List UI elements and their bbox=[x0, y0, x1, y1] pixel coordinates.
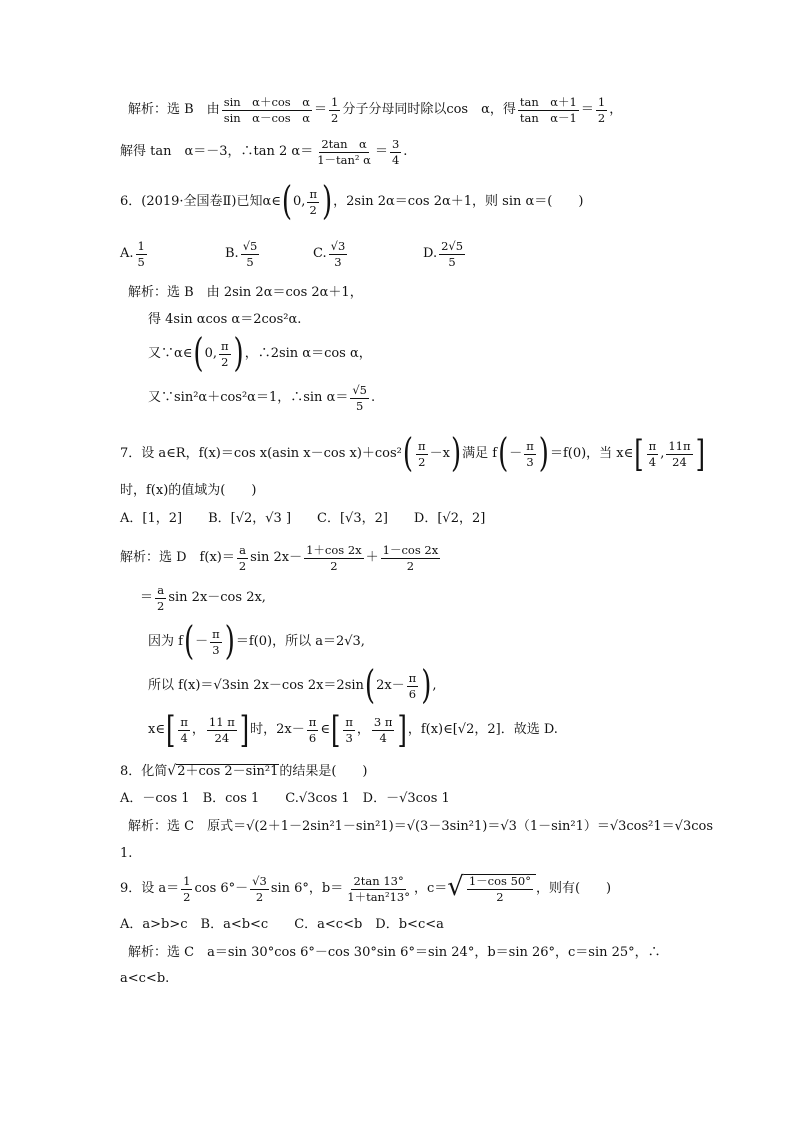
numerator: π bbox=[308, 715, 317, 729]
text: 满足 f bbox=[462, 445, 498, 461]
text: ，∴2sin α＝cos α， bbox=[244, 345, 372, 361]
text: 2x－ bbox=[376, 677, 405, 693]
text: 又∵α∈ bbox=[148, 345, 193, 361]
text: ∈ bbox=[320, 721, 330, 737]
numerator: a bbox=[239, 543, 246, 557]
denominator: 4 bbox=[391, 152, 400, 167]
text: cos 6°－ bbox=[194, 881, 249, 897]
q7-solution-line-2 bbox=[140, 584, 266, 612]
left-paren: ( bbox=[364, 663, 376, 709]
q6-solution-line-3 bbox=[148, 331, 372, 377]
text: 解析：选 B 由 2sin 2α＝cos 2α＋1， bbox=[128, 285, 363, 300]
numerator: π bbox=[309, 187, 317, 201]
fraction bbox=[241, 240, 260, 268]
radical bbox=[447, 874, 536, 904]
numerator: π bbox=[648, 439, 657, 453]
denominator: 2 bbox=[255, 889, 264, 904]
fraction bbox=[381, 544, 441, 572]
text: ＝ bbox=[313, 101, 327, 117]
denominator: sin α－cos α bbox=[223, 110, 310, 125]
fraction bbox=[219, 340, 231, 368]
q7-solution-line-1 bbox=[120, 544, 442, 572]
denominator: 2 bbox=[330, 558, 338, 573]
fraction bbox=[181, 875, 192, 903]
q6-stem bbox=[120, 179, 584, 225]
left-paren: ( bbox=[498, 431, 509, 477]
left-bracket: [ bbox=[634, 433, 644, 476]
denominator: 5 bbox=[246, 254, 254, 269]
text: ，f(x)∈[√2，2]．故选 D. bbox=[407, 721, 558, 737]
q7-stem-line-2 bbox=[120, 484, 256, 498]
denominator: 2 bbox=[183, 889, 191, 904]
text: 解得 tan α＝－3，∴tan 2 α＝ bbox=[120, 143, 314, 159]
text: ， bbox=[191, 721, 205, 737]
q5-solution-line-1 bbox=[128, 96, 622, 124]
numerator: 2√5 bbox=[441, 239, 464, 253]
denominator: 3 bbox=[345, 730, 353, 745]
denominator: 3 bbox=[334, 254, 342, 269]
denominator: 2 bbox=[597, 110, 606, 125]
denominator: 2 bbox=[406, 558, 415, 573]
q8-solution-line-2 bbox=[120, 847, 132, 861]
fraction bbox=[343, 716, 355, 744]
right-paren: ) bbox=[224, 619, 235, 665]
right-bracket: ] bbox=[239, 709, 250, 752]
text: . bbox=[371, 389, 376, 405]
numerator: π bbox=[418, 439, 426, 453]
text: x∈ bbox=[148, 721, 165, 737]
denominator: 2 bbox=[309, 202, 317, 217]
numerator: 1＋cos 2x bbox=[306, 543, 362, 557]
numerator: 1－cos 2x bbox=[382, 543, 439, 557]
denominator: 24 bbox=[214, 730, 230, 745]
q9-options bbox=[120, 918, 444, 932]
denominator: tan α－1 bbox=[519, 110, 577, 125]
denominator: 2 bbox=[496, 890, 504, 905]
denominator: 2 bbox=[157, 598, 165, 613]
text: ＝ bbox=[140, 589, 154, 605]
text: －x bbox=[429, 445, 450, 461]
text: sin 6°，b＝ bbox=[270, 881, 344, 897]
numerator: 2tan 13° bbox=[353, 874, 404, 889]
text: 时，f(x)的值域为( ) bbox=[120, 483, 257, 498]
numerator: 1 bbox=[331, 95, 339, 109]
left-paren: ( bbox=[183, 619, 195, 665]
text: 因为 f bbox=[148, 633, 183, 649]
q7-solution-line-4 bbox=[148, 663, 437, 709]
numerator: π bbox=[526, 439, 534, 453]
text: 所以 f(x)＝√3sin 2x－cos 2x＝2sin bbox=[148, 677, 364, 693]
text: 9．设 a＝ bbox=[120, 881, 180, 897]
radical-sign: √ bbox=[167, 763, 177, 779]
text: 0, bbox=[204, 345, 217, 361]
text: A．－cos 1 B．cos 1 C.√3cos 1 D．－√3cos 1 bbox=[120, 791, 450, 806]
fraction bbox=[439, 240, 465, 268]
radicand: 2＋cos 2－sin²1 bbox=[177, 764, 279, 779]
text: ，则有( ) bbox=[535, 881, 612, 897]
text: ，c＝ bbox=[413, 881, 448, 897]
text: 解析：选 C 原式＝√(2＋1－2sin²1－sin²1)＝√(3－3sin²1)＝√3（1－sin²1）＝√3cos²1＝√3cos bbox=[128, 819, 714, 834]
numerator: 1 bbox=[183, 874, 191, 889]
radicand bbox=[464, 874, 536, 904]
text: 的结果是( ) bbox=[279, 763, 368, 779]
right-paren: ) bbox=[421, 663, 432, 709]
q9-solution-line-2 bbox=[120, 972, 169, 986]
fraction bbox=[647, 440, 659, 468]
text: 6．(2019·全国卷Ⅱ)已知α∈ bbox=[120, 193, 281, 209]
text: 解析：选 B 由 bbox=[128, 101, 220, 117]
text: 时，2x－ bbox=[250, 721, 305, 737]
numerator: a bbox=[157, 583, 165, 597]
text: , bbox=[432, 677, 437, 693]
q7-stem bbox=[120, 431, 706, 477]
denominator: 1－tan² α bbox=[317, 152, 371, 167]
denominator: 4 bbox=[379, 730, 387, 745]
numerator: π bbox=[220, 339, 229, 353]
q7-options bbox=[120, 512, 485, 526]
fraction bbox=[518, 96, 579, 124]
text: － bbox=[195, 633, 209, 649]
denominator: 4 bbox=[180, 730, 188, 745]
fraction bbox=[250, 875, 269, 903]
text: ＝ bbox=[580, 101, 594, 117]
numerator: 11 π bbox=[208, 715, 235, 729]
fraction bbox=[350, 384, 369, 412]
q8-solution-line-1 bbox=[128, 820, 713, 834]
numerator: 3 bbox=[391, 137, 400, 151]
fraction bbox=[596, 96, 607, 124]
right-bracket: ] bbox=[397, 709, 407, 752]
denominator: 2 bbox=[331, 110, 339, 125]
text: 8．化简 bbox=[120, 763, 168, 779]
denominator: 3 bbox=[212, 642, 220, 657]
left-paren: ( bbox=[402, 431, 414, 477]
numerator: 3 π bbox=[373, 715, 393, 729]
numerator: π bbox=[408, 671, 417, 685]
radical bbox=[167, 764, 279, 780]
left-paren: ( bbox=[193, 331, 204, 377]
q7-solution-line-5 bbox=[148, 709, 558, 752]
fraction bbox=[307, 188, 319, 216]
text: ， bbox=[609, 101, 623, 117]
fraction bbox=[524, 440, 536, 468]
text: ＝ bbox=[374, 143, 388, 159]
fraction bbox=[237, 544, 248, 572]
text: 1. bbox=[120, 846, 133, 861]
option-label: A. bbox=[120, 245, 134, 261]
right-paren: ) bbox=[538, 431, 549, 477]
fraction bbox=[390, 138, 401, 166]
denominator: 5 bbox=[448, 254, 456, 269]
numerator: 2tan α bbox=[321, 137, 367, 151]
fraction bbox=[304, 544, 364, 572]
fraction bbox=[416, 440, 428, 468]
numerator: √3 bbox=[330, 239, 346, 253]
text: ＋ bbox=[365, 549, 379, 565]
numerator: 11π bbox=[668, 439, 691, 453]
fraction bbox=[329, 240, 348, 268]
left-bracket: [ bbox=[165, 709, 176, 752]
text: － bbox=[509, 445, 523, 461]
left-bracket: [ bbox=[330, 709, 341, 752]
text: 解析：选 C a＝sin 30°cos 6°－cos 30°sin 6°＝sin 24°，b＝sin 26°，c＝sin 25°，∴ bbox=[128, 945, 661, 960]
fraction bbox=[178, 716, 190, 744]
text: ＝f(0)，当 x∈ bbox=[549, 445, 634, 461]
q6-solution-line-2 bbox=[148, 313, 301, 327]
text: A．[1，2] B．[√2，√3 ] C．[√3，2] D．[√2，2] bbox=[120, 511, 486, 526]
option-label: C. bbox=[313, 245, 327, 261]
radical-sign: √ bbox=[447, 872, 464, 902]
fraction bbox=[155, 584, 166, 612]
right-paren: ) bbox=[322, 179, 333, 225]
denominator: 6 bbox=[308, 730, 317, 745]
text: . bbox=[403, 143, 408, 159]
numerator: 1 bbox=[597, 95, 606, 109]
denominator: 2 bbox=[418, 454, 426, 469]
numerator: π bbox=[212, 627, 220, 641]
text: 解析：选 D f(x)＝ bbox=[120, 549, 235, 565]
text: 0, bbox=[293, 193, 306, 209]
denominator: 1＋tan²13° bbox=[347, 889, 410, 904]
q9-solution-line-1 bbox=[128, 946, 661, 960]
option-label: B. bbox=[225, 245, 239, 261]
text: ，2sin 2α＝cos 2α＋1，则 sin α＝( ) bbox=[333, 193, 584, 209]
text: ， bbox=[356, 721, 370, 737]
text: 7．设 a∈R，f(x)＝cos x(asin x－cos x)＋cos² bbox=[120, 445, 402, 461]
q5-solution-line-2 bbox=[120, 138, 407, 166]
fraction bbox=[307, 716, 319, 744]
q6-solution-line-1 bbox=[128, 286, 363, 300]
fraction bbox=[329, 96, 340, 124]
fraction bbox=[222, 96, 312, 124]
text: a<c<b. bbox=[120, 971, 170, 986]
q6-solution-line-4 bbox=[148, 384, 375, 412]
fraction bbox=[372, 716, 395, 744]
q6-option-d bbox=[423, 240, 467, 268]
fraction bbox=[210, 628, 222, 656]
numerator: 1 bbox=[137, 239, 145, 253]
denominator: 5 bbox=[137, 254, 145, 269]
right-paren: ) bbox=[450, 431, 462, 477]
fraction bbox=[467, 875, 533, 904]
fraction bbox=[315, 138, 373, 166]
fraction bbox=[136, 240, 147, 268]
numerator: 1－cos 50° bbox=[467, 875, 533, 890]
numerator: tan α＋1 bbox=[519, 95, 577, 109]
denominator: 3 bbox=[526, 454, 534, 469]
q6-option-b bbox=[225, 240, 261, 268]
fraction bbox=[407, 672, 419, 700]
denominator: 6 bbox=[408, 686, 417, 701]
denominator: 2 bbox=[238, 558, 247, 573]
text: , bbox=[660, 445, 665, 461]
left-paren: ( bbox=[281, 179, 293, 225]
text: sin 2x－cos 2x, bbox=[168, 589, 266, 605]
denominator: 2 bbox=[221, 354, 229, 369]
fraction bbox=[666, 440, 692, 468]
denominator: 24 bbox=[672, 454, 687, 469]
numerator: π bbox=[345, 715, 353, 729]
q9-stem bbox=[120, 874, 611, 904]
fraction bbox=[207, 716, 237, 744]
denominator: 4 bbox=[648, 454, 657, 469]
q6-option-a bbox=[120, 240, 149, 268]
q6-option-c bbox=[313, 240, 349, 268]
right-bracket: ] bbox=[695, 433, 705, 476]
q8-options bbox=[120, 792, 450, 806]
numerator: π bbox=[180, 715, 188, 729]
q7-solution-line-3 bbox=[148, 619, 365, 665]
denominator: 5 bbox=[356, 398, 364, 413]
text: ＝f(0)，所以 a＝2√3, bbox=[235, 633, 365, 649]
text: 分子分母同时除以cos α，得 bbox=[342, 101, 516, 117]
fraction bbox=[345, 875, 412, 903]
numerator: √5 bbox=[242, 239, 258, 253]
text: 得 4sin αcos α＝2cos²α. bbox=[148, 312, 302, 327]
numerator: √5 bbox=[352, 383, 368, 397]
text: 又∵sin²α＋cos²α＝1，∴sin α＝ bbox=[148, 389, 349, 405]
option-label: D. bbox=[423, 245, 438, 261]
right-paren: ) bbox=[233, 331, 244, 377]
numerator: sin α＋cos α bbox=[223, 95, 310, 109]
text: A．a>b>c B．a<b<c C．a<c<b D．b<c<a bbox=[120, 917, 444, 932]
text: sin 2x－ bbox=[250, 549, 303, 565]
q8-stem bbox=[120, 764, 368, 780]
numerator: √3 bbox=[252, 874, 267, 889]
